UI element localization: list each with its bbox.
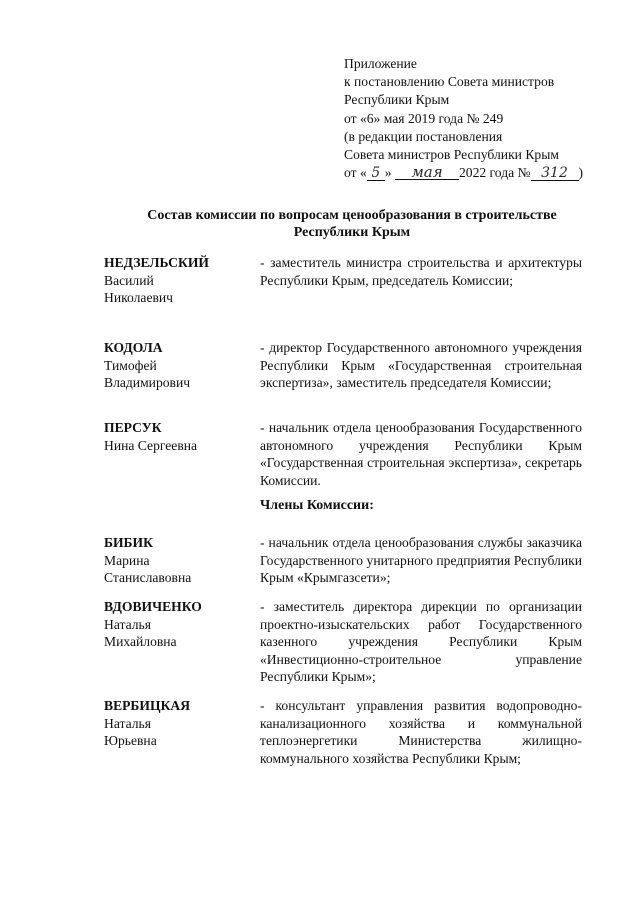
person-surname: НЕДЗЕЛЬСКИЙ xyxy=(104,255,209,270)
person-patronymic: Владимирович xyxy=(104,375,191,390)
person-given-name: Тимофей xyxy=(104,357,157,373)
person-patronymic: Станиславовна xyxy=(104,570,192,585)
appendix-line-2: к постановлению Совета министров xyxy=(344,74,555,90)
appendix-line-4: от «6» мая 2019 года № 249 xyxy=(344,110,504,126)
title-line-1: Состав комиссии по вопросам ценообразования в строительстве xyxy=(147,208,557,223)
appendix-line-7 xyxy=(344,164,634,182)
appendix-date-prefix: от « xyxy=(344,165,367,181)
person-role: - начальник отдела ценообразования Государственного автономного учреждения Республики Крым «Государственная строительная экспертиза», секретарь Комиссии. xyxy=(260,420,582,488)
person-surname: ПЕРСУК xyxy=(104,420,162,435)
handwritten-number: 312 xyxy=(531,166,579,181)
appendix-line-5: (в редакции постановления xyxy=(344,128,503,144)
appendix-date-year: 2022 года № xyxy=(458,165,531,181)
person-role: - заместитель директора дирекции по организации проектно-изыскательских работ Государственного казенного учреждения Республики Крым «Инвестиционно-строительное управление Республики Крым»; xyxy=(260,599,582,684)
person-surname: КОДОЛА xyxy=(104,340,163,355)
person-name xyxy=(104,419,244,454)
person-patronymic: Михайловна xyxy=(104,634,177,649)
members-heading: Члены Комиссии: xyxy=(260,498,374,513)
person-surname: БИБИК xyxy=(104,535,153,550)
person-name xyxy=(104,697,244,750)
appendix-block xyxy=(344,55,634,182)
person-given-name: Марина xyxy=(104,552,150,568)
person-given-name: Наталья xyxy=(104,715,151,731)
document-title xyxy=(110,207,594,241)
person-role: - директор Государственного автономного учреждения Республики Крым «Государственная строительная экспертиза», заместитель председателя Комиссии; xyxy=(260,340,582,390)
person-role: - заместитель министра строительства и архитектуры Республики Крым, председатель Комиссии; xyxy=(260,255,582,288)
person-role: - консультант управления развития водопроводно-канализационного хозяйства и коммунальной теплоэнергетики Министерства жилищно-коммунального хозяйства Республики Крым; xyxy=(260,698,582,766)
person-patronymic: Николаевич xyxy=(104,290,174,305)
person-name xyxy=(104,598,244,651)
person-given-name: Наталья xyxy=(104,616,151,632)
appendix-line-6: Совета министров Республики Крым xyxy=(344,147,559,163)
appendix-date-suffix: ) xyxy=(578,165,584,181)
handwritten-day: 5 xyxy=(367,166,385,181)
appendix-date-mid: » xyxy=(384,165,392,181)
person-role: - начальник отдела ценообразования службы заказчика Государственного унитарного предприятия Республики Крым «Крымгазсети»; xyxy=(260,535,582,585)
person-given-name: Нина Сергеевна xyxy=(104,437,198,453)
person-surname: ВДОВИЧЕНКО xyxy=(104,599,202,614)
handwritten-month: мая xyxy=(395,165,459,180)
person-name xyxy=(104,534,244,587)
person-name xyxy=(104,339,244,392)
title-line-2: Республики Крым xyxy=(293,225,411,240)
person-given-name: Василий xyxy=(104,272,154,288)
person-name xyxy=(104,254,244,307)
appendix-line-1: Приложение xyxy=(344,56,417,71)
appendix-line-3: Республики Крым xyxy=(344,92,450,108)
person-surname: ВЕРБИЦКАЯ xyxy=(104,698,191,713)
person-patronymic: Юрьевна xyxy=(104,733,157,748)
